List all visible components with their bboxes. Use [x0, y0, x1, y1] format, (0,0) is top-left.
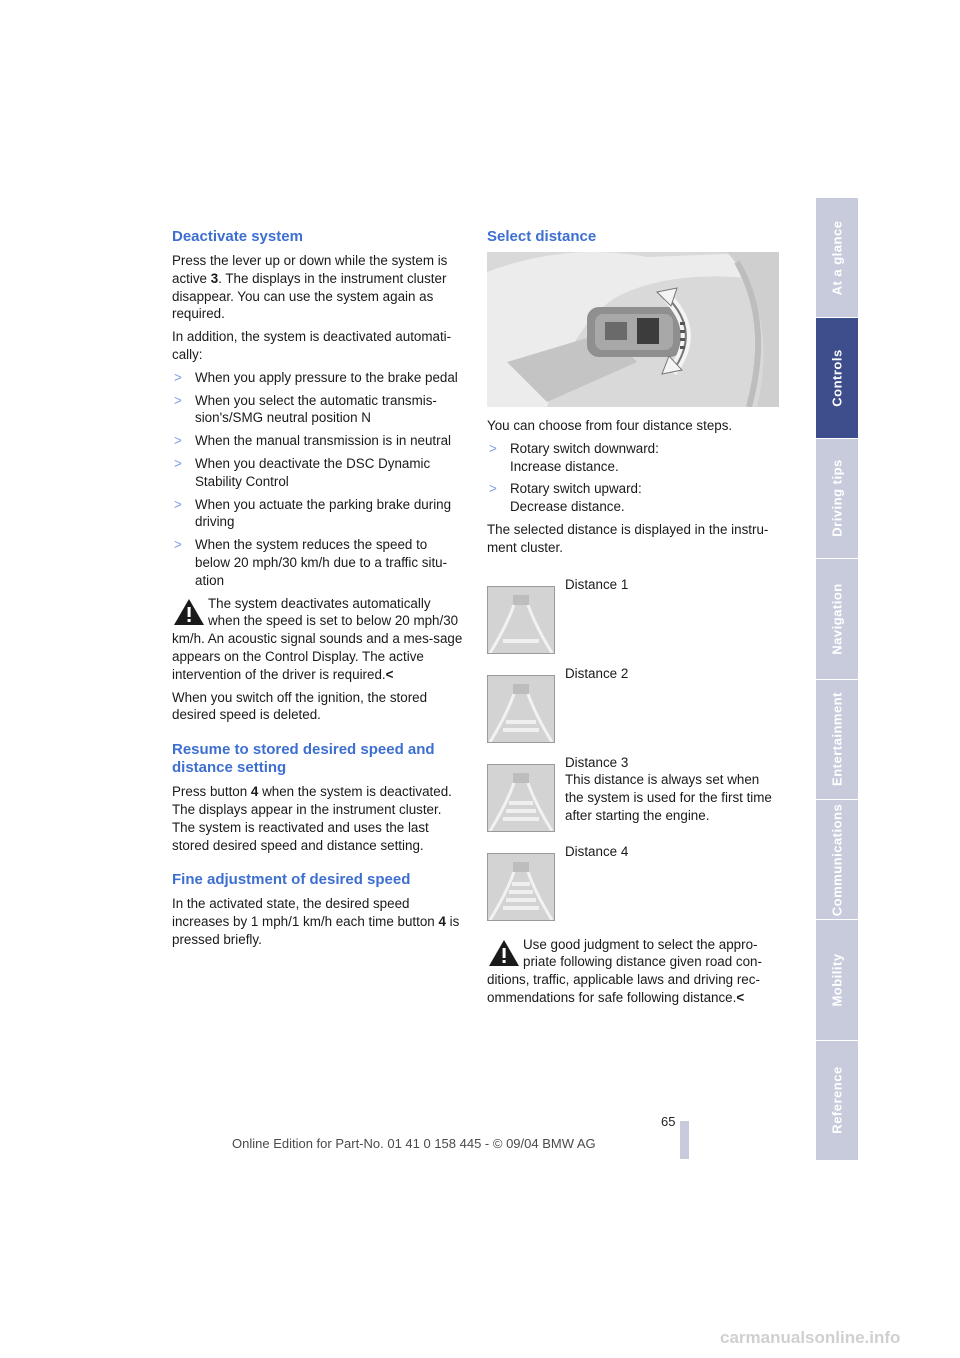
- list-item: > Rotary switch upward: Decrease distance.: [489, 481, 642, 515]
- tab-reference[interactable]: Reference: [816, 1041, 858, 1161]
- distance-row-1: [487, 576, 779, 665]
- paragraph-resume: Press button 4 when the system is deactivated. The displays appear in the instrument cluster. The system is reactivated and uses the last stored desired speed and distance setting.: [172, 784, 452, 853]
- tab-driving-tips[interactable]: Driving tips: [816, 439, 858, 559]
- tab-navigation[interactable]: Navigation: [816, 559, 858, 679]
- distance-label: Distance 2: [565, 665, 629, 681]
- list-item: > When you deactivate the DSC Dynamic Stability Control: [174, 455, 431, 489]
- heading-select-distance: Select distance: [487, 228, 597, 245]
- section-tabs: [816, 198, 858, 1161]
- distance-row-3: [487, 754, 779, 843]
- left-column: [172, 228, 464, 954]
- paragraph-fine-adjustment: In the activated state, the desired speed increases by 1 mph/1 km/h each time button 4 is pressed briefly.: [172, 896, 460, 947]
- distance-1-display-icon: [487, 586, 555, 654]
- lever-illustration: [487, 252, 779, 407]
- distance-2-display-icon: [487, 675, 555, 743]
- distance-3-display-icon: [487, 764, 555, 832]
- tab-communications[interactable]: Communications: [816, 800, 858, 920]
- tab-entertainment[interactable]: Entertainment: [816, 680, 858, 800]
- rotary-list: [487, 440, 779, 516]
- deactivation-list: [172, 369, 464, 590]
- list-item: > When you select the automatic transmis-sion's/SMG neutral position N: [174, 392, 437, 426]
- paragraph-distance-steps: You can choose from four distance steps.: [487, 418, 733, 433]
- paragraph-deactivate: Press the lever up or down while the system is active 3. The displays in the instrument cluster disappear. You can use the system again as required.: [172, 253, 448, 322]
- tab-controls[interactable]: Controls: [816, 318, 858, 438]
- heading-deactivate-system: Deactivate system: [172, 228, 303, 245]
- distance-row-2: [487, 665, 779, 754]
- steering-lever-figure: [487, 252, 779, 407]
- paragraph-ignition: When you switch off the ignition, the stored desired speed is deleted.: [172, 689, 428, 723]
- warning-triangle-icon: [172, 597, 208, 627]
- distance-row-4: [487, 843, 779, 932]
- footer-bar: [680, 1121, 689, 1159]
- tab-mobility[interactable]: Mobility: [816, 920, 858, 1040]
- page-number: 65: [661, 1114, 676, 1129]
- list-item: > When you actuate the parking brake during driving: [174, 496, 452, 530]
- distance-label: Distance 4: [565, 843, 629, 859]
- heading-resume: Resume to stored desired speed and distance setting: [172, 741, 435, 777]
- distance-label: Distance 1: [565, 576, 629, 592]
- list-item: > When you apply pressure to the brake pedal: [174, 369, 458, 385]
- right-column: [487, 228, 779, 1012]
- distance-label: Distance 3: [565, 754, 629, 770]
- paragraph-auto-deactivate: In addition, the system is deactivated automati-cally:: [172, 329, 452, 362]
- distance-note: This distance is always set when the system is used for the first time after starting the engine.: [565, 772, 772, 823]
- warning-note: Use good judgment to select the appro-priate following distance given road con-ditions, traffic, applicable laws and driving rec-ommendations for safe following distance.<: [487, 936, 762, 1005]
- distance-4-display-icon: [487, 853, 555, 921]
- list-item: > When the system reduces the speed to below 20 mph/30 km/h due to a traffic situ-ation: [174, 537, 448, 588]
- paragraph-distance-display: The selected distance is displayed in the instru-ment cluster.: [487, 521, 769, 555]
- list-item: > Rotary switch downward: Increase distance.: [489, 440, 659, 474]
- warning-note: The system deactivates automatically when the speed is set to below 20 mph/30 km/h. An acoustic signal sounds and a mes-sage appears on the Control Display. The active intervention of the driver is required.<: [172, 595, 463, 682]
- tab-at-a-glance[interactable]: At a glance: [816, 198, 858, 318]
- heading-fine-adjustment: Fine adjustment of desired speed: [172, 871, 411, 889]
- warning-triangle-icon: [487, 938, 523, 968]
- list-item: > When the manual transmission is in neutral: [174, 433, 452, 449]
- footer-text: Online Edition for Part-No. 01 41 0 158 445 - © 09/04 BMW AG: [232, 1136, 596, 1151]
- watermark: carmanualsonline.info: [720, 1328, 901, 1347]
